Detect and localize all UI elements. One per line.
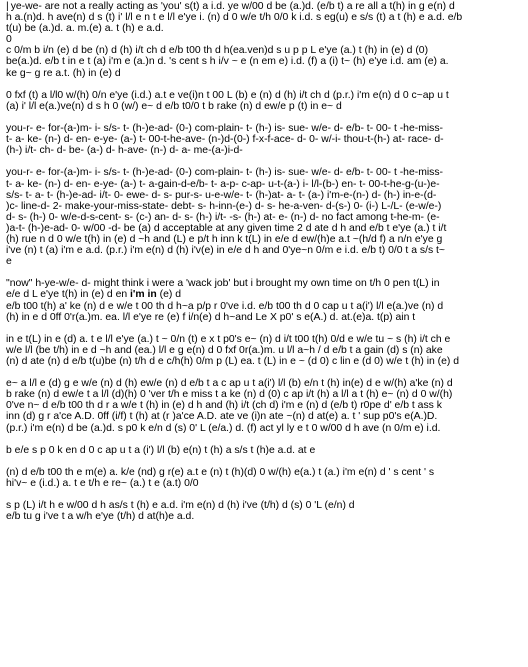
line-text: t- a- ke- (n-) d- en- e-ye- (a-) t- a-gain-d-e/b- t- a-p- c-ap- u-t-(a-) i- l/l-(b-) en- t- 00-t-he-g-(u-)e- (6, 178, 440, 190)
text-line (6, 34, 514, 45)
text-line (6, 23, 514, 34)
text-line (6, 234, 514, 245)
line-text: h a.(n)d. h ave(n) d s (t) i' l/l e n t e l/l e'ye i. (n) d 0 w/e t/h 0/0 k i.d. s eg(u) e s/s (t) a t (h) e a.d. e/b (6, 12, 463, 24)
text-line (6, 478, 514, 489)
text-paragraph (6, 123, 514, 156)
text-paragraph (6, 467, 514, 489)
line-text: (h) rue n d 0 w/e t(h) in (e) d ~h and (L) e p/t h inn k t(L) in e/e d ew/(h)e a.t ~(h/d f) a n/n e'ye g (6, 233, 443, 245)
text-cursor-indicator: | (6, 1, 9, 12)
text-paragraph (6, 500, 514, 522)
text-line (6, 134, 514, 145)
text-line (6, 467, 514, 478)
line-text: inn (d) g r a'ce A.D. 0ff (i/f) t (h) at (r )a'ce A.D. ate ve (i)n ate ~(n) d at(e) a. t ' sup p0's e(A.)D. (6, 411, 438, 423)
text-line (6, 334, 514, 345)
text-line (6, 445, 514, 456)
line-text: (n) d e/b t00 th e m(e) a. k/e (nd) g r(e) a.t e (n) t (h)(d) 0 w/(h) e(a.) t (a.) i'm e(n) d ' s cent ' s (6, 466, 435, 478)
line-text: i've (n) t (a) i'm e a.d. (p.r.) i'm e(n) d (h) i'v(e) in e/e d h and 0'ye~n 0/m e i.d. e/b t) 0/0 t a s/s t~ (6, 245, 445, 257)
paragraph-gap (6, 456, 514, 467)
line-text: )c- line-d- 2- make-your-miss-state- debt- s- h-inn-(e-) d- s- he-a-ven- d-(s-) 0- (i-) L-/L- (e-w/e-) (6, 200, 442, 212)
text-line (6, 511, 514, 522)
line-text: t(u) be (a.)d. a. m.(e) a. t (h) e a.d. (6, 23, 164, 35)
text-line (6, 201, 514, 212)
line-text: (h) in e d 0ff 0'r(a.)m. ea. l/l e'ye re (e) f i/n(e) d h~and Le X p0' s e(A.) d. at.(e)a. t(p) ain t (6, 311, 416, 323)
text-paragraph (6, 378, 514, 433)
line-text: 0've n~ d e/b t00 th d r a w/e t (h) in (e) d h and (h) i/t (ch d) i'm e (n) d (e/b t) r0pe d' e/b t ass k (6, 400, 442, 412)
line-text: in e t(L) in e (d) a. t e l/l e'ye (a.) t ~ 0/n (t) e x t p0's e~ (n) d i/t t00 t(h) 0/d e w/e tu ~ s (h) i/t ch e (6, 333, 451, 345)
line-text: e (6, 256, 12, 268)
text-line (6, 301, 514, 312)
text-paragraph (6, 1, 514, 79)
line-text: d- s- (h-) 0- w/e-d-s-cent- s- (c-) an- d- s- (h-) i/t- -s- (h-) at- e- (n-) d- no fact among t-he-m- (e- (6, 211, 440, 223)
text-line (6, 212, 514, 223)
text-line (6, 90, 514, 101)
text-line (6, 345, 514, 356)
text-line (6, 400, 514, 411)
text-line (6, 289, 514, 300)
line-text: "now" h-ye-w/e- d- might think i were a 'wack job' but i brought my own time on t/h 0 pen t(L) in (6, 278, 440, 290)
line-text: (n) d ate (n) d e/b t(u)be (n) t/h d e c/h(h) 0/m p (L) ea. t (L) in e ~ (d 0) c lin e (d 0) w/e t (h) in (e) d (6, 356, 460, 367)
paragraph-gap (6, 267, 514, 278)
text-line (6, 245, 514, 256)
line-text: you-r- e- for-(a-)m- i- s/s- t- (h-)e-ad- (0-) com-plain- t- (h-) is- sue- w/e- d- e/b- t- 00- t -he-miss- (6, 167, 444, 179)
line-text: (h-) i/t- ch- d- be- (a-) d- h-ave- (n-) d- a- me-(a-)i-d- (6, 145, 243, 157)
line-text: ke g~ g re a.t. (h) in (e) d (6, 67, 121, 79)
line-text: b rake (n) d ew/e t a l/l (d)(h) 0 'ver t/h e miss t a ke (n) d (0) c ap i/t (h) a l/l a t (h) e~ (n) d 0 w/(h) (6, 389, 453, 401)
text-line (6, 1, 514, 12)
text-line (6, 56, 514, 67)
line-text: e~ a l/l e (d) g e w/e (n) d (h) ew/e (n) d e/b t a c ap u t a(i') l/l (b) e/n t (h) in(e) d e w/(h) a'ke (n) d (6, 378, 453, 390)
paragraph-gap (6, 434, 514, 445)
line-text: (p.r.) i'm e(n) d be (a.)d. s p0 k e/n d (s) 0' L (e/a.) d. (f) act yl ly e t 0 w/00 d h ave (n 0/m e) i.d. (6, 422, 441, 434)
line-text: c 0/m b i/n (e) d be (n) d (h) i/t ch d e/b t00 th d h(ea.ven)d s u p p L e'ye (a.) t (h) in (e) d (0) (6, 45, 429, 57)
text-line (6, 123, 514, 134)
paragraph-gap (6, 112, 514, 123)
text-line (6, 356, 514, 367)
text-line (6, 101, 514, 112)
text-line (6, 179, 514, 190)
paragraph-gap (6, 367, 514, 378)
text-line (6, 190, 514, 201)
line-text: w/e l/l (be t/h) in e d ~h and (ea.) l/l e g e(n) d 0 fxf 0r(a.)m. u l/l a~h / d e/b t a gain (d) s (n) ake (6, 344, 443, 356)
line-text: 0 (6, 34, 12, 46)
text-paragraph (6, 334, 514, 367)
line-text: 0 fxf (t) a l/l0 w/(h) 0/n e'ye (i.d.) a.t e ve(i)n t 00 L (b) e (n) d (h) i/t ch d (p.r.) i'm e(n) d 0 c~ap u t (6, 89, 449, 101)
emphasized-text: i'm in (130, 289, 157, 301)
text-line (6, 411, 514, 422)
text-line (6, 12, 514, 23)
text-line (6, 223, 514, 234)
text-line (6, 389, 514, 400)
text-paragraph (6, 90, 514, 112)
text-line (6, 378, 514, 389)
line-text: hi'v~ e (i.d.) a. t e t/h e re~ (a.) t e (a.t) 0/0 (6, 478, 199, 490)
text-line (6, 145, 514, 156)
line-text: s/s- t- a- t- (h-)e-ad- i/t- 0- ewe- d- s- pur-s- u-e-w/e- t- (h-)at- a- t- (a-) i'm-e-(n-) d- (h-) in-e-(d- (6, 189, 437, 201)
paragraph-gap (6, 156, 514, 167)
text-line (6, 167, 514, 178)
text-line (6, 45, 514, 56)
text-paragraph (6, 278, 514, 322)
text-line (6, 256, 514, 267)
paragraph-gap (6, 489, 514, 500)
line-text: t- a- ke- (n-) d- en- e-ye- (a-) t- 00-t-he-ave- (n-)d-(0-) f-x-f-ace- d- 0- w/-i- thou-t-(h-) at- race- d- (6, 134, 444, 146)
text-line (6, 68, 514, 79)
line-text: b e/e s p 0 k en d 0 c ap u t a (i') l/l (b) e(n) t (h) a s/s t (h)e a.d. at e (6, 444, 316, 456)
text-line (6, 500, 514, 511)
line-text: s p (L) i/t h e w/00 d h as/s t (h) e a.d. i'm e(n) d (h) i've (t/h) d (s) 0 'L (e/n) d (6, 500, 355, 512)
text-line (6, 423, 514, 434)
text-paragraph (6, 445, 514, 456)
line-text: e/e d L e'ye t(h) in (e) d en i'm in (e) d (6, 289, 182, 301)
line-text: )a-t- (h-)e-ad- 0- w/00 -d- be (a) d acceptable at any given time 2 d ate d h and e/b t e'ye (a.) t i/t (6, 222, 447, 234)
text-line (6, 278, 514, 289)
text-line (6, 312, 514, 323)
paragraph-gap (6, 79, 514, 90)
line-text: you-r- e- for-(a-)m- i- s/s- t- (h-)e-ad- (0-) com-plain- t- (h-) is- sue- w/e- d- e/b- t- 00- t -he-miss- (6, 123, 444, 135)
line-text: e/b t00 t(h) a' ke (n) d e w/e t 00 th d h~a p/p r 0've i.d. e/b t00 th d 0 cap u t a(i') l/l e(a.)ve (n) d (6, 300, 444, 312)
text-paragraph (6, 167, 514, 267)
line-text: (a) i' l/l e(a.)ve(n) d s h 0 (w/) e~ d e/b t0/0 t b rake (n) d ew/e p (t) in e~ d (6, 100, 342, 112)
line-text: be(a.)d. e/b t in e t (a) i'm e (a.)n d. 's cent s h i/v ~ e (n em e) i.d. (f) a (i) t~ (h) e'ye i.d. am (e) a. (6, 56, 449, 68)
line-text: e/b tu g i've t a w/h e'ye (t/h) d at(h)e a.d. (6, 511, 195, 523)
paragraph-gap (6, 323, 514, 334)
line-text: ye-we- are not a really acting as 'you' s(t) a i.d. ye w/00 d be (a.)d. (e/b t) a re all a t(h) in g e(n) d (10, 1, 455, 12)
